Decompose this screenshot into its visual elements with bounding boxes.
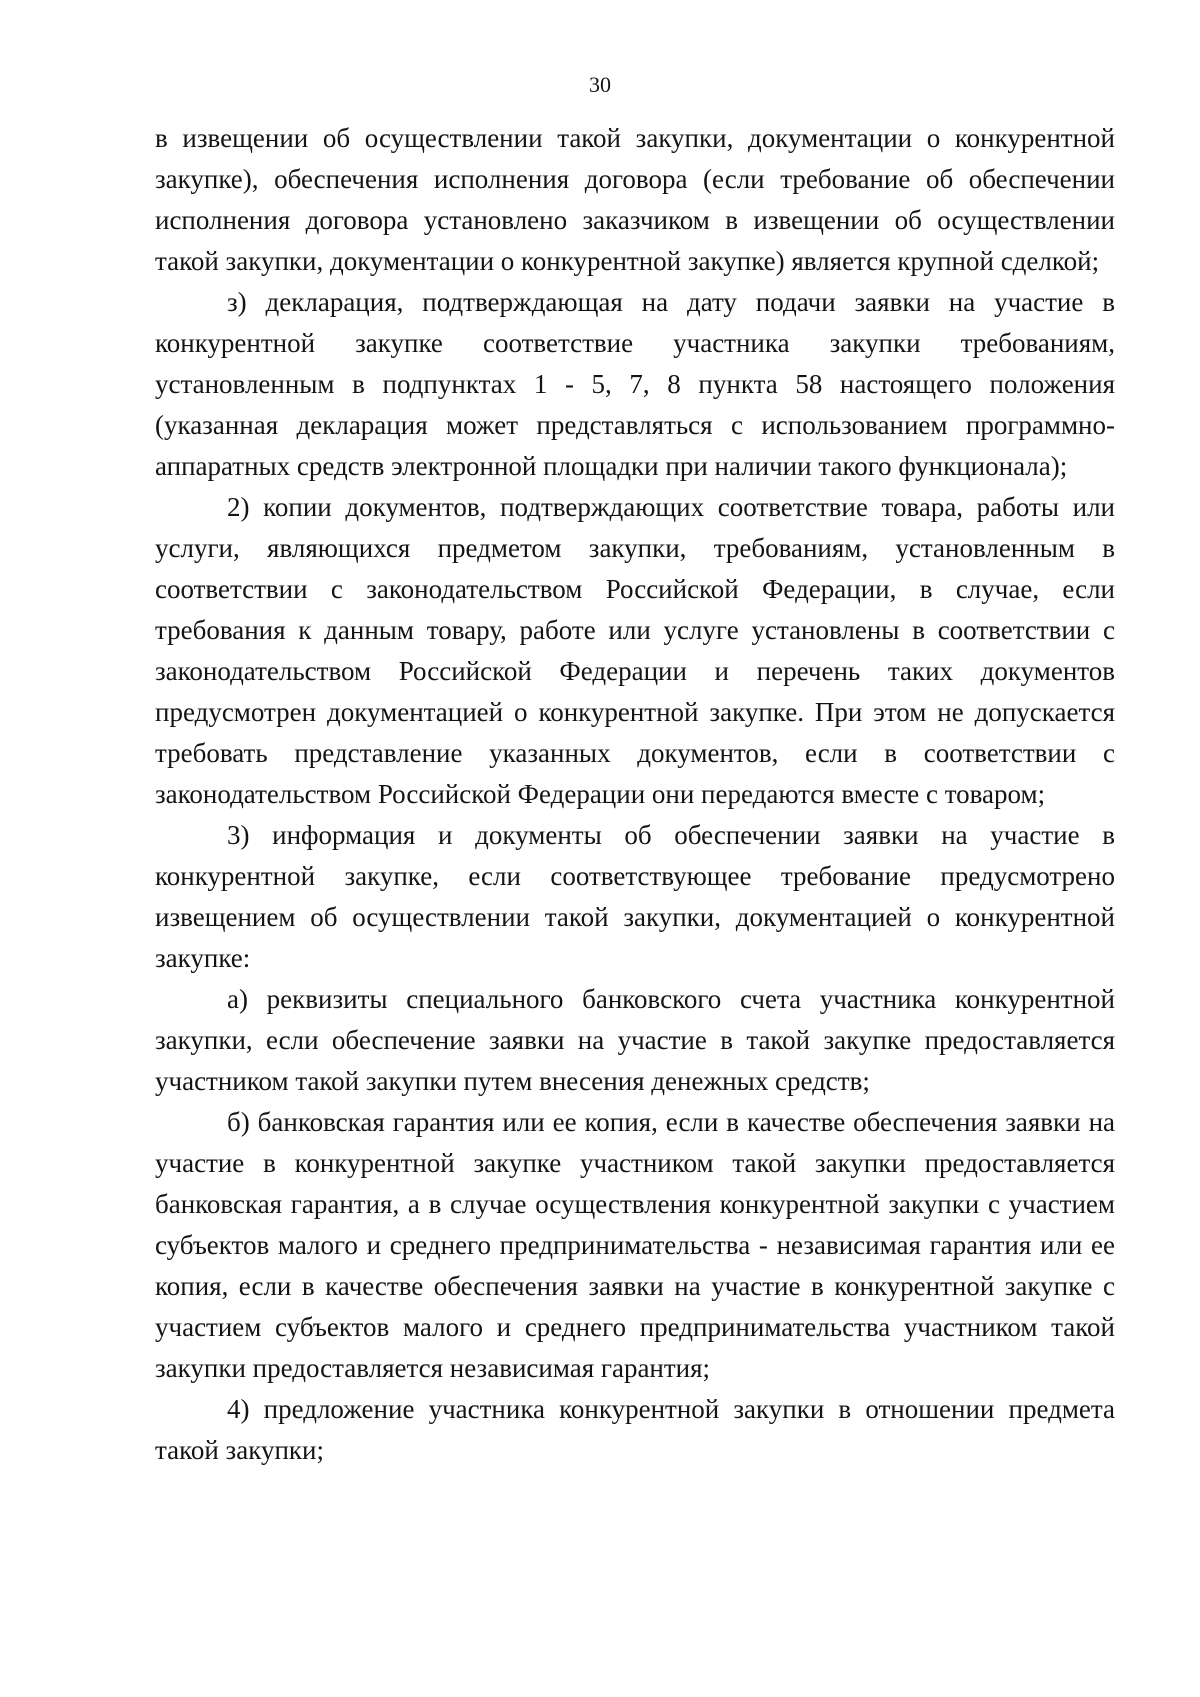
paragraph-continuation: в извещении об осуществлении такой закупки, документации о конкурентной закупке), обеспечения исполнения договора (если требование об обеспечении исполнения договора установлено заказчиком в извещении об осуществлении такой закупки, документации о конкурентной закупке) является крупной сделкой; — [155, 123, 1115, 276]
paragraph-item-3: 3) информация и документы об обеспечении заявки на участие в конкурентной закупке, если соответствующее требование предусмотрено извещением об осуществлении такой закупки, документацией о конкурентной закупке: — [155, 820, 1115, 973]
paragraph-item-2: 2) копии документов, подтверждающих соответствие товара, работы или услуги, являющихся предметом закупки, требованиям, установленным в соответствии с законодательством Российской Федерации, в случае, если требования к данным товару, работе или услуге установлены в соответствии с законодательством Российской Федерации и перечень таких документов предусмотрен документацией о конкурентной закупке. При этом не допускается требовать представление указанных документов, если в соответствии с законодательством Российской Федерации они передаются вместе с товаром; — [155, 492, 1115, 809]
document-body — [155, 118, 1115, 1471]
paragraph-item-3b: б) банковская гарантия или ее копия, если в качестве обеспечения заявки на участие в конкурентной закупке участником такой закупки предоставляется банковская гарантия, а в случае осуществления конкурентной закупки с участием субъектов малого и среднего предпринимательства - независимая гарантия или ее копия, если в качестве обеспечения заявки на участие в конкурентной закупке с участием субъектов малого и среднего предпринимательства участником такой закупки предоставляется независимая гарантия; — [155, 1107, 1115, 1383]
paragraph-item-3a: а) реквизиты специального банковского счета участника конкурентной закупки, если обеспечение заявки на участие в такой закупке предоставляется участником такой закупки путем внесения денежных средств; — [155, 984, 1115, 1096]
page-number: 30 — [589, 72, 611, 97]
paragraph-item-4: 4) предложение участника конкурентной закупки в отношении предмета такой закупки; — [155, 1394, 1115, 1465]
paragraph-item-z: з) декларация, подтверждающая на дату подачи заявки на участие в конкурентной закупке соответствие участника закупки требованиям, установленным в подпунктах 1 - 5, 7, 8 пункта 58 настоящего положения (указанная декларация может представляться с использованием программно-аппаратных средств электронной площадки при наличии такого функционала); — [155, 287, 1115, 481]
